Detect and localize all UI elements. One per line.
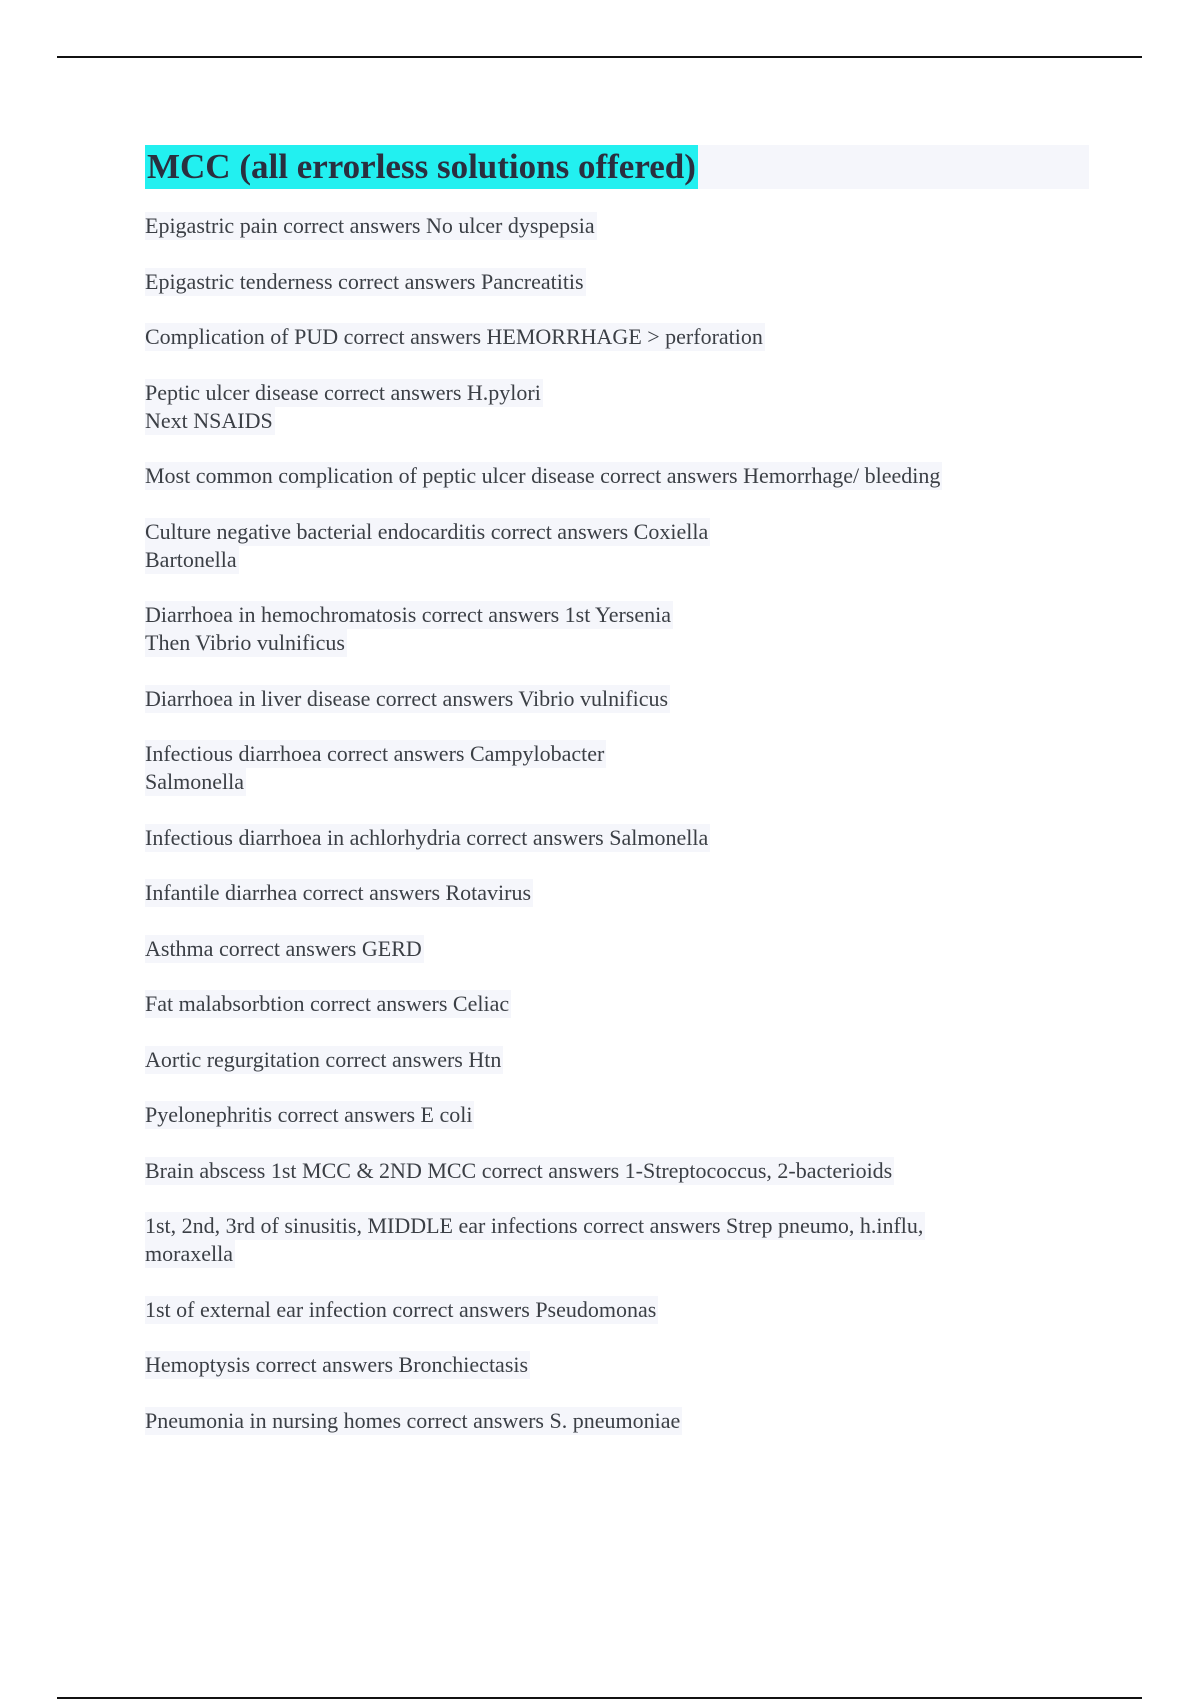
qa-entry-line: Infantile diarrhea correct answers Rotavirus — [145, 880, 532, 905]
qa-entry — [145, 323, 1105, 351]
qa-entry-line: 1st of external ear infection correct answers Pseudomonas — [145, 1296, 657, 1322]
qa-entry-line: Diarrhoea in liver disease correct answers Vibrio vulnificus — [145, 685, 669, 711]
qa-entry-line: Pneumonia in nursing homes correct answers S. pneumoniae — [145, 1407, 681, 1433]
qa-entry — [145, 824, 1105, 852]
qa-entry-line: Salmonella — [145, 769, 244, 794]
header-rule — [57, 56, 1142, 58]
document-title: MCC (all errorless solutions offered) — [145, 145, 698, 189]
qa-entry-line: Fat malabsorbtion correct answers Celiac — [145, 991, 510, 1016]
qa-entry — [145, 379, 1105, 435]
qa-entry-line: Aortic regurgitation correct answers Htn — [145, 1046, 502, 1072]
qa-entry — [145, 740, 1105, 796]
qa-entry-line: Infectious diarrhoea in achlorhydria correct answers Salmonella — [145, 824, 709, 850]
qa-entry — [145, 1157, 1105, 1185]
qa-entry — [145, 1046, 1105, 1074]
qa-entry-line: Peptic ulcer disease correct answers H.pylori — [145, 379, 541, 405]
qa-entry-line: Bartonella — [145, 546, 237, 572]
qa-entry — [145, 990, 1105, 1018]
qa-entry-line: 1st, 2nd, 3rd of sinusitis, MIDDLE ear infections correct answers Strep pneumo, h.influ, — [145, 1213, 924, 1238]
qa-entry-line: Epigastric tenderness correct answers Pancreatitis — [145, 268, 584, 294]
qa-entry-line: moraxella — [145, 1241, 233, 1266]
qa-entry-line: Next NSAIDS — [145, 407, 273, 433]
qa-entry-line: Then Vibrio vulnificus — [145, 630, 345, 655]
qa-entry-line: Brain abscess 1st MCC & 2ND MCC correct answers 1-Streptococcus, 2-bacterioids — [145, 1157, 893, 1183]
qa-entry — [145, 935, 1105, 963]
qa-entry — [145, 879, 1105, 907]
qa-entry-line: Culture negative bacterial endocarditis correct answers Coxiella — [145, 518, 709, 544]
entry-list — [145, 212, 1105, 1462]
qa-entry — [145, 685, 1105, 713]
qa-entry — [145, 1212, 1105, 1268]
qa-entry-line: Complication of PUD correct answers HEMORRHAGE > perforation — [145, 324, 763, 349]
qa-entry — [145, 601, 1105, 657]
qa-entry-line: Most common complication of peptic ulcer disease correct answers Hemorrhage/ bleeding — [145, 463, 941, 488]
footer-rule — [57, 1697, 1142, 1699]
qa-entry-line: Diarrhoea in hemochromatosis correct answers 1st Yersenia — [145, 602, 672, 627]
qa-entry — [145, 1407, 1105, 1435]
qa-entry-line: Hemoptysis correct answers Bronchiectasis — [145, 1352, 529, 1377]
qa-entry — [145, 1101, 1105, 1129]
qa-entry — [145, 212, 1105, 240]
qa-entry-line: Pyelonephritis correct answers E coli — [145, 1102, 473, 1127]
qa-entry-line: Infectious diarrhoea correct answers Campylobacter — [145, 741, 605, 766]
qa-entry-line: Asthma correct answers GERD — [145, 935, 422, 961]
qa-entry — [145, 518, 1105, 574]
qa-entry — [145, 1296, 1105, 1324]
qa-entry-line: Epigastric pain correct answers No ulcer dyspepsia — [145, 213, 595, 238]
qa-entry — [145, 462, 1105, 490]
qa-entry — [145, 268, 1105, 296]
qa-entry — [145, 1351, 1105, 1379]
